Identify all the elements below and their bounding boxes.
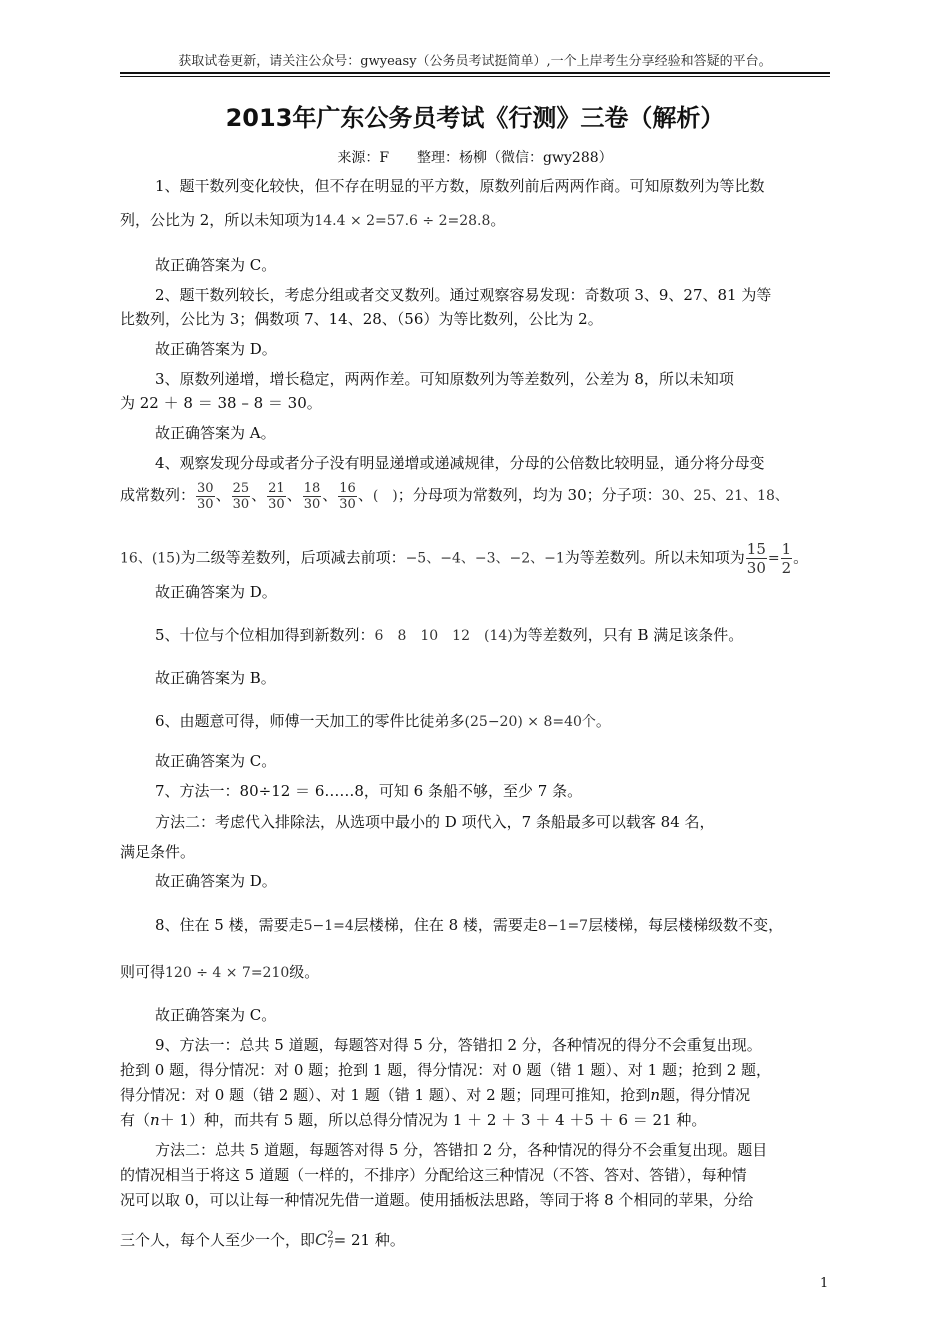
fraction-num: 21 (268, 480, 285, 496)
q4-prefix: 成常数列： (120, 486, 196, 504)
q9-line-text: 三个人，每个人至少一个，即 (120, 1231, 316, 1249)
separator: 、 (322, 486, 338, 504)
q8-formula-2: 8−1=7 (537, 918, 589, 934)
combination-sub: 7 (327, 1239, 334, 1251)
blank-parens: ( ) (372, 488, 398, 504)
separator: 、 (251, 486, 267, 504)
q8-text-mid: 层楼梯，住在 8 楼，需要走 (353, 916, 538, 934)
q7-line1: 7、方法一：80÷12 ＝ 6……8，可知 6 条船不够，至少 7 条。 (155, 782, 583, 800)
numerator-list: 30、25、21、18、 (661, 488, 789, 504)
q1-line1: 1、题干数列变化较快，但不存在明显的平方数，原数列前后两两作商。可知原数列为等比数 (155, 177, 765, 195)
q2-line1: 2、题干数列较长，考虑分组或者交叉数列。通过观察容易发现：奇数项 3、9、27、81 为等 (155, 286, 772, 304)
source-line: 来源：F 整理：杨柳（微信：gwy288） (337, 150, 613, 166)
q8-answer: 故正确答案为 C。 (155, 1006, 277, 1024)
fraction-1 (196, 481, 215, 512)
q4-period: 。 (793, 548, 809, 567)
q9-line4 (120, 1110, 706, 1130)
q9-line1: 9、方法一：总共 5 道题，每题答对得 5 分，答错扣 2 分，各种情况的得分不会重复出现。 (155, 1036, 762, 1054)
fraction-den: 2 (781, 559, 792, 577)
fraction-den: 30 (746, 559, 766, 577)
q9-method2-line4 (120, 1230, 405, 1251)
q5-text: 5、十位与个位相加得到新数列： (155, 626, 375, 644)
combination-sup: 2 (327, 1229, 334, 1241)
separator: 、 (357, 486, 373, 504)
q8-line1 (155, 915, 783, 936)
q7-line2: 方法二：考虑代入排除法，从选项中最小的 D 项代入，7 条船最多可以载客 84 名， (155, 813, 715, 831)
header-rule (120, 72, 830, 74)
fraction-num: 25 (232, 480, 250, 496)
page-title: 2013年广东公务员考试《行测》三卷（解析） (225, 104, 725, 132)
q7-answer: 故正确答案为 D。 (155, 872, 277, 890)
q4-line1: 4、观察发现分母或者分子没有明显递增或递减规律，分母的公倍数比较明显，通分将分母变 (155, 454, 765, 472)
variable-n: n (650, 1086, 661, 1104)
q8-formula-3: 120 ÷ 4 × 7=210 (165, 965, 290, 981)
difference-list: −5、−4、−3、−2、−1 (405, 550, 565, 567)
q3-line1: 3、原数列递增，增长稳定，两两作差。可知原数列为等差数列，公差为 8，所以未知项 (155, 370, 734, 388)
q8-line2-end: 级。 (289, 963, 320, 981)
q6-text: 6、由题意可得，师傅一天加工的零件比徒弟多 (155, 712, 465, 730)
q9-line4-end: ＋ 1）种，而共有 5 题，所以总得分情况为 1 ＋ 2 ＋ 3 ＋ 4 ＋5 ＋ 6 ＝ 21 种。 (159, 1111, 707, 1129)
q5-answer: 故正确答案为 B。 (155, 669, 276, 687)
q9-method2-line3: 况可以取 0，可以让每一种情况先借一道题。使用插板法思路，等同于将 8 个相同的苹果，分给 (120, 1191, 754, 1209)
q4-line3 (120, 540, 808, 577)
q8-text: 8、住在 5 楼，需要走 (155, 916, 304, 934)
variable-n: n (150, 1111, 160, 1129)
fraction-4 (303, 481, 322, 512)
result-fraction (746, 540, 767, 577)
q8-text-end: 层楼梯，每层楼梯级数不变， (588, 916, 784, 934)
q9-method2-line1: 方法二：总共 5 道题，每题答对得 5 分，答错扣 2 分，各种情况的得分不会重复出现。题目 (155, 1141, 768, 1159)
q3-answer: 故正确答案为 A。 (155, 424, 276, 442)
combination-c: C (315, 1230, 328, 1249)
half-fraction (781, 540, 793, 577)
q4-line3-end: 为等差数列。所以未知项为 (564, 548, 745, 567)
fraction-den: 30 (232, 496, 250, 512)
header-rule-thin (120, 76, 830, 77)
q5-text-end: 为等差数列，只有 B 满足该条件。 (512, 626, 744, 644)
series-start: 16、(15) (120, 550, 181, 567)
q9-method2-line2: 的情况相当于将这 5 道题（一样的，不排序）分配给这三种情况（不答、答对、答错），每种情 (120, 1166, 747, 1184)
fraction-den: 30 (339, 496, 356, 512)
q1-formula: 14.4 × 2=57.6 ÷ 2=28.8 (314, 213, 491, 229)
separator: 、 (215, 486, 231, 504)
q3-line2: 为 22 ＋ 8 ＝ 38 – 8 ＝ 30。 (120, 394, 322, 412)
fraction-den: 30 (268, 496, 285, 512)
q6-line1 (155, 711, 611, 732)
q4-line2 (120, 478, 789, 513)
q6-formula: (25−20) × 8=40个 (464, 714, 596, 730)
combination-symbol (315, 1230, 334, 1249)
equals-sign: = (767, 550, 780, 567)
q8-formula-1: 5−1=4 (303, 918, 354, 934)
q6-answer: 故正确答案为 C。 (155, 752, 277, 770)
fraction-num: 16 (339, 480, 356, 496)
q5-series: 6 8 10 12 (14) (374, 628, 513, 644)
separator: 、 (286, 486, 302, 504)
q9-line3-text: 得分情况：对 0 题（错 2 题）、对 1 题（错 1 题）、对 2 题；同理可推知，抢到 (120, 1086, 651, 1104)
fraction-num: 15 (746, 540, 766, 558)
q8-line2-text: 则可得 (120, 963, 166, 981)
q2-answer: 故正确答案为 D。 (155, 340, 277, 358)
fraction-num: 30 (197, 480, 214, 496)
q1-text: 列，公比为 2，所以未知项为 (120, 211, 315, 229)
q4-mid: ；分母项为常数列，均为 30；分子项： (397, 486, 662, 504)
header-note: 获取试卷更新，请关注公众号：gwyeasy（公务员考试挺简单）,一个上岸考生分享经验和答疑的平台。 (178, 54, 772, 69)
fraction-num: 18 (303, 480, 321, 496)
q1-answer: 故正确答案为 C。 (155, 256, 277, 274)
fraction-den: 30 (197, 496, 214, 512)
fraction-den: 30 (303, 496, 321, 512)
q8-line2 (120, 962, 319, 983)
q4-line3-text: 为二级等差数列，后项减去前项： (180, 548, 406, 567)
q1-line2 (120, 210, 505, 231)
page-number: 1 (820, 1276, 829, 1291)
q9-line2: 抢到 0 题，得分情况：对 0 题；抢到 1 题，得分情况：对 0 题（错 1 题）、对 1 题；抢到 2 题， (120, 1061, 772, 1079)
fraction-3 (267, 481, 286, 512)
fraction-2 (232, 481, 251, 512)
q5-line1 (155, 625, 743, 646)
q6-period: 。 (595, 712, 611, 730)
q9-result: = 21 种。 (333, 1231, 405, 1249)
fraction-5 (338, 481, 357, 512)
q7-line3: 满足条件。 (120, 843, 196, 861)
q4-answer: 故正确答案为 D。 (155, 583, 277, 601)
q9-line4-text: 有（ (120, 1111, 151, 1129)
q1-period: 。 (490, 211, 506, 229)
fraction-num: 1 (781, 540, 792, 558)
q2-line2: 比数列，公比为 3；偶数项 7、14、28、（56）为等比数列，公比为 2。 (120, 310, 603, 328)
q9-line3-end: 题，得分情况 (660, 1086, 751, 1104)
q9-line3 (120, 1085, 750, 1105)
